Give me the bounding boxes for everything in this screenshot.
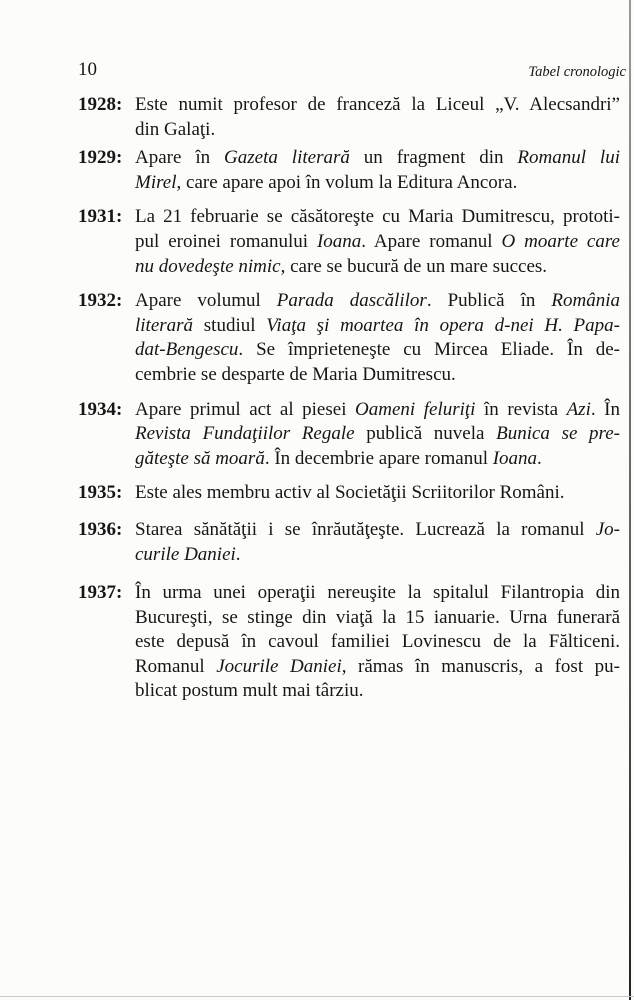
italic-title-run: găteşte să moară (135, 447, 265, 469)
entry-text (135, 518, 620, 567)
text-run: Starea sănătăţii i se înrăutăţeşte. Lucrează la romanul (135, 518, 596, 540)
text-run: . Publică în (426, 290, 552, 312)
text-line (135, 230, 620, 255)
text-line (135, 606, 620, 631)
italic-title-run: nu dovedeşte nimic (135, 255, 281, 277)
text-run: pul eroinei romanului (135, 230, 317, 252)
italic-title-run: Oameni feluriţi (355, 398, 476, 420)
italic-title-run: Bunica se pre- (496, 423, 620, 445)
italic-title-run: Gazeta literară (224, 147, 350, 169)
entry-text (135, 205, 620, 279)
chronology-entry (78, 205, 620, 279)
text-run: cembrie se desparte de Maria Dumitrescu. (135, 363, 456, 385)
italic-title-run: curile Daniei (135, 543, 236, 565)
text-line (135, 118, 620, 143)
text-run: Apare volumul (135, 290, 277, 312)
text-line (135, 205, 620, 230)
text-line (135, 146, 620, 171)
text-run: Apare în (135, 147, 225, 169)
text-line (135, 363, 620, 388)
text-run: blicat postum mult mai târziu. (135, 680, 364, 702)
italic-title-run: Parada dascălilor (276, 290, 427, 312)
chronology-entry (78, 481, 620, 506)
chronology-entry (78, 581, 620, 704)
italic-title-run: Viaţa şi moartea în opera d-nei H. Papa- (266, 314, 620, 336)
text-line (135, 289, 620, 314)
text-line (135, 171, 620, 196)
entry-year: 1936: (78, 518, 123, 540)
text-run: . (235, 543, 241, 565)
chronology-entry (78, 518, 620, 567)
text-run: Bucureşti, se stinge din viaţă la 15 ianuarie. Urna funerară (135, 606, 620, 628)
page-edge-bottom (0, 996, 634, 997)
entry-text (135, 146, 620, 195)
text-run: În urma unei operaţii nereuşite la spitalul Filantropia din (135, 582, 620, 604)
italic-title-run: O moarte care (501, 230, 620, 252)
text-line (135, 422, 620, 447)
entry-year: 1929: (78, 147, 123, 169)
text-line (135, 518, 620, 543)
text-line (135, 255, 620, 280)
chronology-entry (78, 93, 620, 142)
text-run: Este ales membru activ al Societăţii Scriitorilor Români. (135, 482, 565, 504)
entry-text (135, 398, 620, 472)
chronology-entry (78, 289, 620, 387)
chronology-entry (78, 398, 620, 472)
text-line (135, 314, 620, 339)
text-run: Romanul (135, 655, 217, 677)
italic-title-run: Romanul lui (517, 147, 620, 169)
text-run: din Galaţi. (135, 118, 216, 140)
italic-title-run: literară (135, 314, 194, 336)
text-run: . Se împrieteneşte cu Mircea Eliade. În de- (238, 339, 620, 361)
entry-text (135, 581, 620, 704)
text-run: , rămas în manuscris, a fost pu- (341, 655, 620, 677)
text-run: . În decembrie apare romanul (264, 447, 493, 469)
text-run: Apare primul act al piesei (135, 398, 356, 420)
text-line (135, 679, 620, 704)
text-run: , care apare apoi în volum la Editura Ancora. (176, 171, 518, 193)
text-line (135, 543, 620, 568)
text-run: în revista (475, 398, 567, 420)
text-line (135, 398, 620, 423)
page-edge-right (629, 0, 631, 1000)
running-title: Tabel cronologic (528, 64, 626, 80)
text-line (135, 93, 620, 118)
entry-text (135, 289, 620, 387)
entry-year: 1932: (78, 290, 123, 312)
italic-title-run: Ioana (492, 447, 538, 469)
text-run: este depusă în cavoul familiei Lovinescu de la Fălticeni. (135, 631, 620, 653)
italic-title-run: Azi (566, 398, 591, 420)
text-run: . Apare romanul (361, 230, 502, 252)
text-run: La 21 februarie se căsătoreşte cu Maria Dumitrescu, prototi- (135, 206, 620, 228)
text-line (135, 481, 620, 506)
text-run: un fragment din (349, 147, 518, 169)
entry-year: 1931: (78, 206, 123, 228)
italic-title-run: dat-Bengescu (135, 339, 239, 361)
italic-title-run: Mirel (135, 171, 177, 193)
text-run: . (537, 447, 542, 469)
entry-text (135, 93, 620, 142)
page-number: 10 (78, 59, 97, 80)
entry-year: 1934: (78, 398, 123, 420)
italic-title-run: Revista Fundaţiilor Regale (135, 423, 355, 445)
text-run: studiul (193, 314, 267, 336)
text-line (135, 581, 620, 606)
text-run: publică nuvela (354, 423, 497, 445)
text-run: Este numit profesor de franceză la Liceul „V. Alecsandri” (135, 94, 620, 115)
text-line (135, 630, 620, 655)
text-run: . În (590, 398, 620, 420)
text-run: , care se bucură de un mare succes. (280, 255, 548, 277)
chronology-entry (78, 146, 620, 195)
entry-year: 1935: (78, 482, 123, 504)
entry-text (135, 481, 620, 506)
italic-title-run: România (551, 290, 620, 312)
chronology-list (78, 93, 620, 704)
text-line (135, 338, 620, 363)
entry-year: 1937: (78, 582, 123, 604)
text-line (135, 447, 620, 472)
text-line (135, 655, 620, 680)
italic-title-run: Ioana (316, 230, 362, 252)
italic-title-run: Jo- (595, 518, 620, 540)
entry-year: 1928: (78, 94, 123, 115)
italic-title-run: Jocurile Daniei (216, 655, 342, 677)
